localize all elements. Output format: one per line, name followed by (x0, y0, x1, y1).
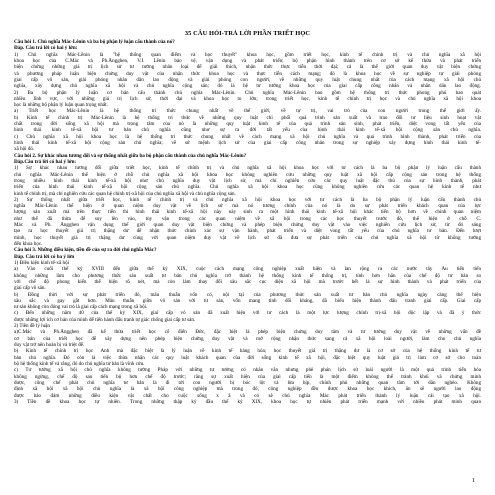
body-text-line: trong nhiều hình thái kinh tế-xã hội như chủ nghĩa duy vật lịch sử, mà chỉ nghiên cứu các quy luật đặc thù của sự hình thành, phát (14, 177, 481, 184)
body-text-line: mình, học thuyết giá trị thặng dư cùng với quan niệm duy vật về lịch sử đã đưa sự phát triển của chủ nghĩa xã hội từ không tưởng (14, 234, 481, 241)
body-text-line: với chế độ phong kiến thể hiện rõ nét, mà còn làm thay đổi sâu sắc cục diện xã hội mà trước hết là sự hình thành và phát triển của (14, 278, 481, 285)
body-text-line: không ngừng, chế độ sau tiến bộ hơn chế độ trước; răng sự xuất hiện của giai cấp tiến là một điểm không thể tránh khỏi và chứng minh (14, 373, 481, 380)
body-text-line: Mác và Ph. Ăngghen vận dụng thế giới quan duy vật biện chứng và phép biện chứng duy vật vào việc nghiên cứu lịch sử, từ đó sáng (14, 222, 481, 229)
body-text-line: triển của hình thái kinh tế-xã hội cộng sản chủ nghĩa. Chủ nghĩa xã hội khoa học cũng không nghiên cứu các quan hệ kinh tế như (14, 184, 481, 191)
body-text-line: đến khoa học. (14, 241, 43, 247)
body-text-line: c) Tư tưởng xã hội chủ nghĩa không tưởng Pháp với những tư tưởng có nhân văn nhưng phê phán lịch sử loài người là một quá trình tiến hóa (14, 367, 481, 374)
document-title: 35 CÂU HỎI-TRẢ LỜI PHẦN TRIẾT HỌC (184, 30, 311, 37)
document-body (14, 39, 481, 405)
body-text-line: 2) Tiền đề lý luận (14, 323, 50, 330)
body-text-line: như thế đã thừa để suy lên vào, tùy vận trong các quan niệm về xã hội trong các học thuyết trước đó, thể hiện ở chỗ C. (14, 215, 481, 222)
body-text-line: 1) Chủ nghĩa Mác-Lênin là "hệ thống quan điểm và học thuyết" khoa học, gồm triết học, kinh tế chính trị và chủ nghĩa xã hội (14, 51, 481, 58)
body-text-line: xã hội đó. (14, 146, 35, 153)
body-text-line: hình thái kinh tế-xã hội cộng sản chủ nghĩa; về sứ mệnh lịch sử của giai cấp công nhân trong sự nghiệp xây dựng hình thái kinh tế- (14, 140, 481, 146)
body-text-line: 1) Sự khác nhau tương đối giữa triết học, kinh tế chính trị và chủ nghĩa xã hội khoa học với tư cách là ba bộ phận lý luận cấu thành (14, 165, 481, 172)
body-text-line: chất trong đời sống xã hội mà trọng tâm của nó là những quy luật kinh tế của quá trình sản sinh, phát triển, diệt vong tất yếu của (14, 121, 481, 128)
body-text-line: c) Đến những năm 40 của thế kỷ XIX, giai cấp vô sản đã xuất hiện với tư cách là một lực lượng chính trị-xã hội độc lập và đã ý thức (14, 310, 481, 317)
body-text-line: 2) Sự thống nhất giữa triết học, kinh tế chính trị và chủ nghĩa xã hội khoa học với tư cách là ba bộ phận lý luận cấu thành chủ (14, 196, 481, 203)
body-text-line: duy vật trở nên hoàn bị và triệt để. (14, 342, 85, 348)
question-heading-line: Câu hỏi 3. Những điều kiện, tiền đề của sự ra đời chủ nghĩa Mác? (14, 247, 157, 254)
page-number: 1 (472, 478, 475, 484)
body-text-line: tư sản không còn đóng vai trò là giai cấp cách mạng trong xã hội. (14, 304, 148, 311)
question-heading-line: Đáp.Câu trả lời có hai ý lớn: (14, 158, 77, 165)
body-text-line: 1) Điều kiện kinh tế-xã hội (14, 259, 70, 266)
body-text-line: a) Triết học Mác-Lênin là hệ thống tri thức chung nhất về thế giới, về tự trị, vai trò của con người trong thế giới ấy. (14, 108, 481, 115)
body-text-line: cơ bản của triết học để xây dựng nên phép biện chứng duy vật và mở rộng nhận thức sang cả xã hội loài người, làm cho chủ nghĩa (14, 335, 481, 342)
body-text-line: b) Kinh tế chính trị học Anh mà đặc biệt là lý luận về kinh tế hàng hóa; học thuyết giá trị thặng dư là cơ sở của hệ thống kinh tế tư (14, 348, 481, 355)
body-text-line: nhiều lĩnh vực, với những giá trị lịch sử, thời đại và khoa học to lớn; trong triết học, kinh tế chính trị học và chủ nghĩa xã hội khoa (14, 95, 481, 102)
body-text-line: sâu sắc và gay gắt hơn. Mâu thuẫn giữa vô sản với tư sản, vốn mang tính đối kháng, đã biểu hiện thành đấu tranh giai cấp. Giai cấp (14, 297, 481, 304)
question-heading-line: Đáp. Câu trả lời có ba ý lớn (14, 253, 75, 260)
body-text-line: 3) Tiền đề khoa học tự nhiên. Trong những thập kỷ đầu thế kỷ XIX, khoa học tự nhiên phát triển mạnh với nhiều phát minh quan (14, 398, 481, 405)
body-text-line: b) Kinh tế chính trị Mác-Lênin là hệ thống tri thức về những quy luật chi phối quá trình sản xuất và trao đổi tư liệu sinh hoạt vật (14, 114, 481, 121)
body-text-line: không những làm cho phương thức sản xuất tư bản chủ nghĩa trở thành hệ thống kinh tế thống trị, tính hơn hẳn của chế độ tư bản so (14, 272, 481, 279)
body-text-line: kinh tế chính trị, mà chỉ nghiên cứu các quan hệ chính trị-xã hội của chủ nghĩa xã hội và chủ nghĩa cộng sản. (14, 190, 236, 197)
body-text-line: biện chứng những giá trị lịch sử tư tưởng nhân loại để giải thích, nhận thức thực tiễn thời đại; cả là thế giới quan duy vật biện chứng (14, 64, 481, 71)
body-text-line: được bảo đảm những điều kiện vật chất cho cuộc sống x ã và có sẽ chủ nghĩa Mác phát triển thành lý luận cải tạo xã hội. (14, 392, 481, 399)
question-heading-line: Đáp. Câu trả lời có hai ý lớn: (14, 45, 78, 52)
question-heading-line: Câu hỏi 1. Chủ nghĩa Mác-Lênin và ba bộ phận lý luận cấu thành của nó? (14, 39, 175, 45)
body-text-line: hình thái kinh tế-xã hội tư bản chủ nghĩa cũng như sự ra đời tất yếu của hình thái kinh tế-xã hội cộng sản chủ nghĩa. (14, 127, 481, 134)
body-text-line: b) Đồng thời với sự phát triển đó, mâu thuẫn vốn có, nội tại của phương thức sản xuất tư bản chủ nghĩa ngày càng thể hiện (14, 291, 481, 298)
body-text-line: bộ hệ thống kinh tế và rằng, đó do chủ nghĩa tư bản là vĩnh cửu. (14, 360, 145, 367)
body-text-line: giai cấp vô sản, giải phóng nhân dân lao động và giải phóng con người, về những quy luật chung nhất của cách mạng xã hội chủ (14, 76, 481, 83)
body-text-line: giai cấp vô sản. (14, 285, 46, 292)
body-text-line: và phương pháp luận biện chứng duy vật của nhận thức khoa học và thực tiễn cách mạng; đó là khoa học về sự nghiệp tự giải phóng (14, 70, 481, 77)
body-text-line: lượng sản xuất mà trên thực tiễn thì hình thái kinh tế-xã hội này này sinh ra một hình thái kinh tế-xã hội khác tiến bộ hơn về chính quan niệm (14, 209, 481, 216)
body-text-line: được những lợi ích cơ bản của mình để tiến hành đấu tranh tự giác chống giai cấp tư sản. (14, 316, 196, 323)
body-text-line: a)C.Mác và Ph.Ăngghen đã kế thừa triết học cổ điển Đức, đặc biệt là phép biện chứng duy tâm và tư tưởng duy vật về những vấn đề (14, 329, 481, 336)
body-text-line: 2) Ba bộ phận lý luận cơ bản cấu thành chủ nghĩa Mác-Lênin. Chủ nghĩa Mác-Lênin bao gồm hệ thống tri thức phong phú bao quát (14, 89, 481, 96)
body-text-line: được, công chế phát chủ nghĩa tư bản là đi tới con người bị bóc lột và lừa bịp, chính phủ những quan tâm tới dân nghèo. Không (14, 379, 481, 386)
body-text-line: chủ nghĩa Mác-Lênin thể hiện ở chỗ chủ nghĩa xã hội khoa học không nghiên cứu những quy luật xã hội cấp cộng sản trong hệ thống (14, 171, 481, 178)
body-text-line: nghĩa, xây dựng chủ nghĩa xã hội và chủ nghĩa cộng sản; đó là hệ tư tưởng khoa học của giai cấp công nhân và nhân dân lao động. (14, 83, 481, 90)
body-text-line: tạo ra học thuyết giá trị thặng dư để nhận thức chính xác sự vận hành, phát triển và diệt vong tất yếu của chủ nghĩa tư bản. Đến lượt (14, 228, 481, 235)
body-text-line: định xã hội xã hội chủ nghĩa là xã hội công nghiệp mà trong đó, công nghiệp đều được khoa học khích, ăn sẽ người lao động (14, 386, 481, 393)
body-text-line: học là những bộ phận lý luận quan trọng nhất. (14, 102, 108, 109)
body-text-line: c) Chủ nghĩa xã hội khoa học là hệ thống tri thức chung nhất về cách mạng xã hội chủ nghĩa và quá trình hình thành, phát triển của (14, 133, 481, 140)
body-text-line: nghĩa Mác-Lênin thể hiện ở quan niệm duy vật về lịch sử mà nó tương chính của nó là do sự phát triển khách quan của lực (14, 203, 481, 210)
body-text-line: khoa học của C.Mác và Ph.Ăngghen, V.I. Lênin bảo vệ, vận dụng và phát triển; bộ phận hình thành trên cơ sở kế thừa và phát triển (14, 57, 481, 64)
body-text-line: a) Vào cuối thế kỷ XVIII đến giữa thế kỷ XIX, cuộc cách mạng công nghiệp xuất hiện và lan rộng ra các nước tây Âu tiến tiến (14, 266, 481, 273)
body-text-line: bản chủ nghĩa. Đó còn là việc thừa nhận các quy luật khách quan của đời sống kinh tế xã hội, đặc biệt quy luật giá trị làm cơ sở cho toàn (14, 354, 481, 361)
question-heading-line: Câu hỏi 2. Sự khác nhau tương đối và sự thống nhất giữa ba bộ phận cấu thành của chủ nghĩa Mác-Lênin? (14, 152, 247, 159)
